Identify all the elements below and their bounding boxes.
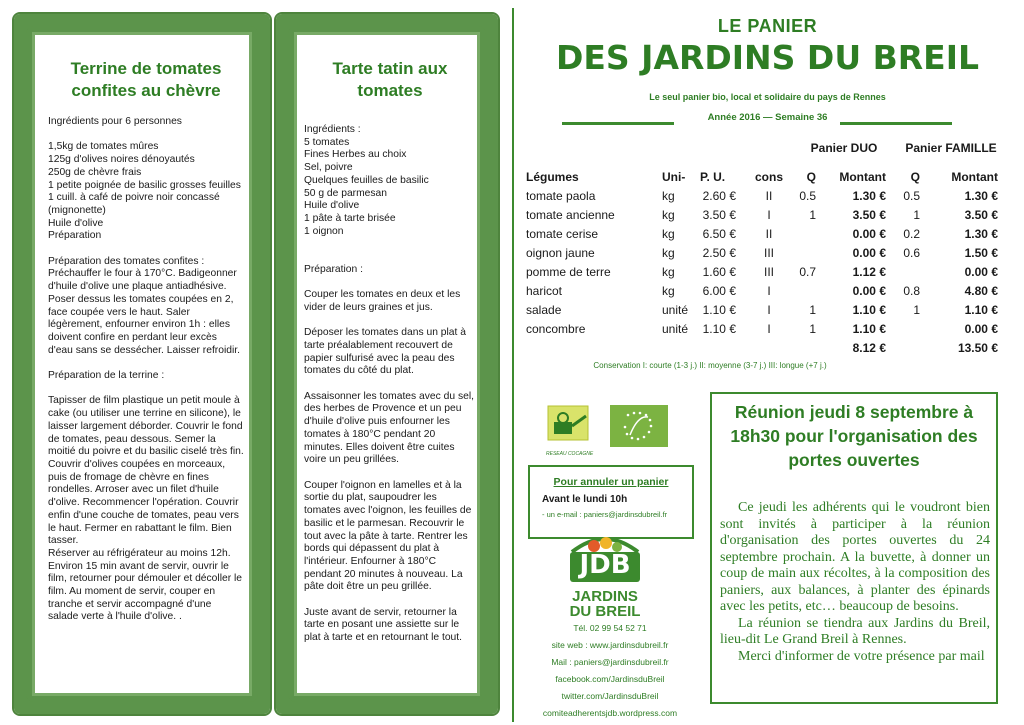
table-cell: 0.7 (799, 264, 816, 279)
contact-blog[interactable]: comiteadherentsjdb.wordpress.com (542, 708, 678, 718)
contact-facebook[interactable]: facebook.com/JardinsduBreil (555, 674, 665, 684)
table-cell (886, 319, 926, 338)
table-cell: I (767, 302, 771, 317)
col-header: Montant (951, 169, 998, 184)
table-cell: 0.00 € (964, 264, 998, 279)
recipe-title: Terrine de tomates confites au chèvre (70, 59, 222, 100)
table-cell: 1 (913, 302, 920, 317)
table-cell: tomate ancienne (526, 207, 615, 222)
tagline: Le seul panier bio, local et solidaire du pays de Rennes (649, 92, 886, 102)
recipe-text: Ingrédients : 5 tomates Fines Herbes au choix Sel, poivre Quelques feuilles de basilic 50 g de parmesan Huile d'olive 1 pâte à tarte brisée 1 oignon Préparation : Couper les tomates en deux et les vider de leurs graines et jus. Déposer les tomates dans un plat à tarte préalablement recouvert de papier sulfurisé avec la peau des tomates du côté du plat. Assaisonner les tomates avec du sel, des herbes de Provence et un peu d'huile d'olive puis enfourner les tomates à 180°C pendant 20 minutes. Elles doivent être cuites voire un peu grillées. Couper l'oignon en lamelles et à la sortie du plat, saupoudrer les tomates avec l'oignon, les feuilles de basilic et le parmesan. Recouvrir le tout avec la pâte à tarte. Rentrer les bords qui dépassent du plat à l'intérieur. Enfourner à 180°C pendant 20 minutes à nouveau. La pâte doit être un peu grillée. Juste avant de servir, retourner la tarte en posant une assiette sur le plat à tarte et en retournant le tout. (304, 124, 474, 644)
table-cell: I (767, 207, 771, 222)
table-cell: 1 (809, 207, 816, 222)
table-cell: 0.8 (903, 283, 920, 298)
week-label: Année 2016 — Semaine 36 (707, 112, 828, 123)
table-cell: III (763, 245, 774, 260)
table-row (526, 205, 998, 224)
cancel-basket-box (528, 465, 694, 539)
table-cell (790, 224, 816, 243)
cancel-title: Pour annuler un panier (553, 476, 669, 488)
table-row (526, 224, 998, 243)
table-cell: 6.00 € (702, 283, 736, 298)
contact-tel: Tél. 02 99 54 52 71 (573, 623, 647, 633)
jdb-name-2: DU BREIL (569, 603, 641, 620)
table-cell: 1 (913, 207, 920, 222)
table-header-row (526, 167, 998, 186)
watering-can-icon (546, 404, 598, 448)
table-cell: I (767, 283, 771, 298)
jdb-letters: JDB (579, 550, 631, 580)
recipe-text: Ingrédients pour 6 personnes 1,5kg de tomates mûres 125g d'olives noires dénoyautés 250g de chèvre frais 1 petite poignée de basilic grosses feuilles 1 cuill. à café de poivre noir concassé (mignonette) Huile d'olive Préparation Préparation des tomates confites : Préchauffer le four à 170°C. Badigeonner d'huile d'olive une plaque antiadhésive. Poser dessus les tomates coupées en 2, face coupée vers le haut. Saler légèrement, enfourner environ 1h : elles doivent confire en perdant leur excès d'eau sans se dessécher. Laisser refroidir. Préparation de la terrine : Tapisser de film plastique un petit moule à cake (ou utiliser une terrine en silicone), le laisser largement déborder. Couvrir le fond de tomates, peau dessous. Semer la moitié du poivre et du basilic ciselé très fin. Couvrir d'olives coupées en morceaux, puis de fromage de chèvre en fines rondelles. Arroser avec un filet d'huile d'olive. Recommencer l'opération. Couvrir enfin d'une couche de tomates, peau vers le haut. Fermer en rabattant le film. Bien tasser. Réserver au réfrigérateur au moins 12h. Environ 15 min avant de servir, ouvrir le film, retourner pour démouler et décoller le film. Au moment de servir, couper en tranche et servir accompagné d'une salade verte à l'huile d'olive. . (48, 116, 244, 623)
table-cell: 3.50 € (852, 207, 886, 222)
table-cell: 2.60 € (702, 188, 736, 203)
table-cell: 0.5 (799, 188, 816, 203)
header-title: DES JARDINS DU BREIL (555, 38, 980, 77)
table-cell: kg (662, 207, 675, 222)
total-row (526, 338, 998, 357)
col-header: cons (754, 169, 783, 184)
contact-block (520, 620, 700, 722)
table-cell: 1.30 € (964, 188, 998, 203)
group-duo: Panier DUO (810, 140, 878, 155)
table-cell: 6.50 € (702, 226, 736, 241)
table-cell: 1.10 € (702, 321, 736, 336)
table-cell: unité (662, 302, 689, 317)
price-table (526, 138, 998, 357)
jdb-logo (560, 532, 650, 624)
header-line-1: LE PANIER (717, 16, 818, 36)
table-cell: 0.00 € (852, 283, 886, 298)
table-cell: kg (662, 264, 675, 279)
col-header: Q (806, 169, 816, 184)
table-row (526, 262, 998, 281)
table-cell: salade (526, 302, 562, 317)
table-cell: 1.10 € (964, 302, 998, 317)
total-famille: 13.50 € (957, 340, 998, 355)
table-cell (790, 281, 816, 300)
contact-site[interactable]: site web : www.jardinsdubreil.fr (551, 640, 669, 650)
col-header: P. U. (700, 169, 726, 184)
conservation-legend: Conservation I: courte (1-3 j.) II: moyenne (3-7 j.) III: longue (+7 j.) (593, 361, 827, 370)
cancel-email: - un e-mail : paniers@jardinsdubreil.fr (542, 510, 668, 519)
table-cell: 1 (809, 321, 816, 336)
divider-right (840, 122, 952, 125)
table-cell: pomme de terre (526, 264, 611, 279)
meeting-paragraph: Ce jeudi les adhérents qui le voudront bien sont invités à participer à la réunion d'organisation des portes ouvertes du 24 septembre prochain. A la buvette, à donner un coup de main aux récoltes, à la composition des paniers, aux balances, à planter des épinards avec les petits, etc… beaucoup de besoins. (720, 500, 990, 614)
col-header: Légumes (526, 169, 579, 184)
contact-twitter[interactable]: twitter.com/JardinsduBreil (561, 691, 659, 701)
meeting-paragraph: La réunion se tiendra aux Jardins du Breil, lieu-dit Le Grand Breil à Rennes. (720, 615, 990, 647)
table-row (526, 243, 998, 262)
meeting-paragraph: Merci d'informer de votre présence par mail (738, 648, 985, 664)
meeting-title: Réunion jeudi 8 septembre à 18h30 pour l'organisation des portes ouvertes (730, 402, 978, 470)
meeting-body (712, 500, 996, 665)
reseau-label: RESEAU COCAGNE (546, 451, 594, 457)
table-cell: 3.50 € (964, 207, 998, 222)
table-cell: 1.30 € (852, 188, 886, 203)
col-header: Montant (839, 169, 886, 184)
table-cell: 0.2 (903, 226, 920, 241)
table-cell: 1.30 € (964, 226, 998, 241)
table-cell: 1.50 € (964, 245, 998, 260)
reseau-cocagne-logo (546, 404, 598, 456)
recipe-title: Tarte tatin aux tomates (332, 59, 448, 100)
table-cell: tomate paola (526, 188, 596, 203)
table-cell: 1.10 € (702, 302, 736, 317)
eu-organic-logo (610, 405, 668, 447)
eu-leaf-icon (610, 405, 668, 447)
table-cell: 4.80 € (964, 283, 998, 298)
table-cell: 2.50 € (702, 245, 736, 260)
table-cell: kg (662, 226, 675, 241)
table-cell (790, 243, 816, 262)
table-cell: 3.50 € (702, 207, 736, 222)
table-row (526, 319, 998, 338)
table-row (526, 281, 998, 300)
recipe-column-1 (14, 14, 270, 714)
table-cell: kg (662, 188, 675, 203)
group-famille: Panier FAMILLE (905, 140, 997, 155)
table-cell: II (765, 226, 773, 241)
table-cell: 1.10 € (852, 321, 886, 336)
table-row (526, 186, 998, 205)
table-cell: 0.5 (903, 188, 920, 203)
table-cell: 1.12 € (852, 264, 886, 279)
table-cell: 0.00 € (852, 226, 886, 241)
table-cell: unité (662, 321, 689, 336)
table-cell: 1.10 € (852, 302, 886, 317)
meeting-box (710, 392, 998, 704)
col-header: Uni- (662, 169, 686, 184)
table-cell: kg (662, 245, 675, 260)
table-cell: 0.00 € (852, 245, 886, 260)
total-duo: 8.12 € (852, 340, 886, 355)
table-cell: III (763, 264, 774, 279)
table-cell: 0.6 (903, 245, 920, 260)
table-cell: II (765, 188, 773, 203)
table-cell: 1 (809, 302, 816, 317)
table-cell (886, 262, 926, 281)
col-header: Q (910, 169, 920, 184)
table-cell: oignon jaune (526, 245, 595, 260)
table-cell: tomate cerise (526, 226, 599, 241)
jdb-name-1: JARDINS (572, 588, 638, 605)
recipe-column-2 (276, 14, 498, 714)
table-cell: concombre (526, 321, 586, 336)
table-cell: I (767, 321, 771, 336)
contact-mail[interactable]: Mail : paniers@jardinsdubreil.fr (551, 657, 669, 667)
cancel-deadline: Avant le lundi 10h (542, 494, 628, 505)
table-cell: haricot (526, 283, 563, 298)
vertical-divider (512, 8, 514, 722)
table-cell: 1.60 € (702, 264, 736, 279)
table-cell: 0.00 € (964, 321, 998, 336)
table-row (526, 300, 998, 319)
table-cell: kg (662, 283, 675, 298)
